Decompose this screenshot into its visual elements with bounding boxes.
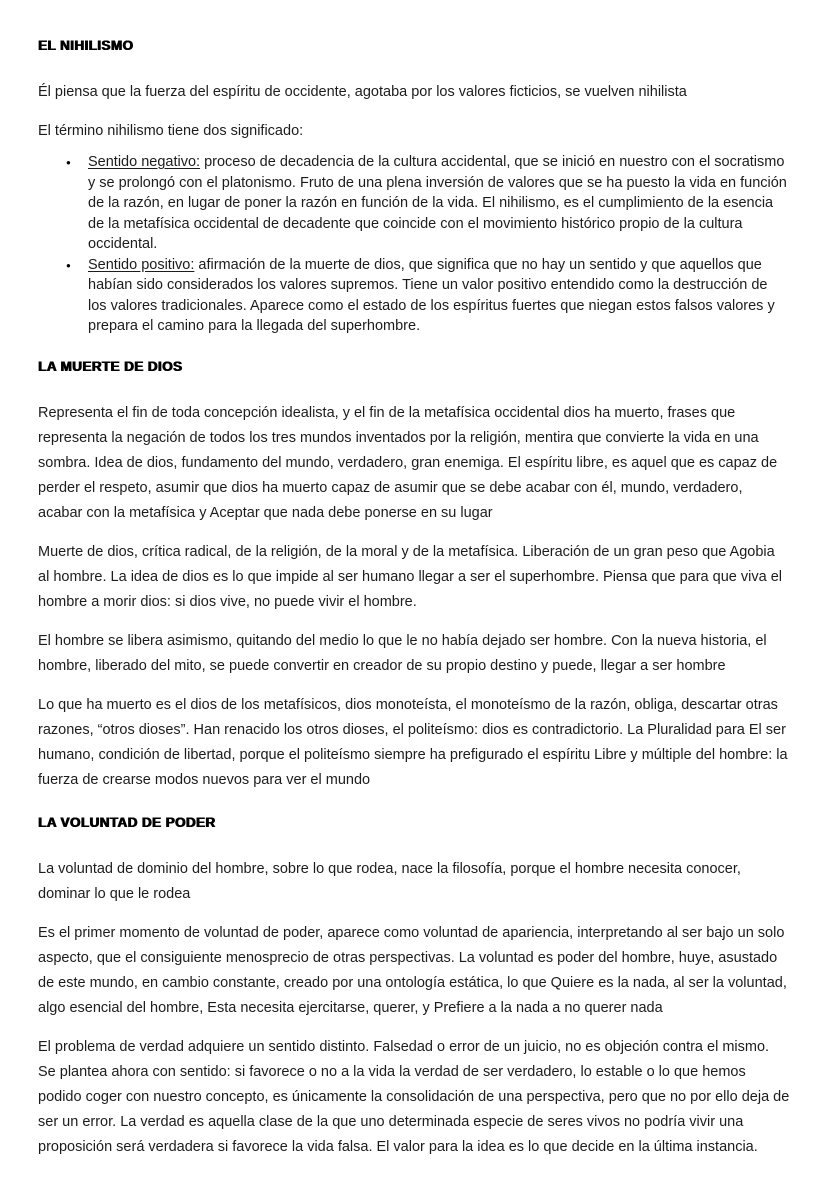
bullet-item [66,255,790,337]
bullet-term: Sentido positivo: [88,256,195,273]
section-heading: EL NIHILISMO [38,38,134,53]
paragraph: Es el primer momento de voluntad de poder, aparece como voluntad de apariencia, interpretando al ser bajo un solo aspecto, que el consiguiente menosprecio de otras perspectivas. La voluntad es poder del hombre, huye, asustado de este mundo, en cambio constante, creado por una ontología estática, lo que Quiere es la nada, al ser la voluntad, algo esencial del hombre, Esta necesita ejercitarse, querer, y Prefiere a la nada a no querer nada [38,924,787,1016]
section-heading: LA VOLUNTAD DE PODER [38,814,216,830]
bullet-text: proceso de decadencia de la cultura accidental, que se inició en nuestro con el socratismo y se prolongó con el platonismo. Fruto de una plena inversión de valores que se ha puesto la vida en función de la razón, en lugar de poner la razón en función de la vida. El nihilismo, es el cumplimiento de la esencia de la metafísica occidental de decadente que coincide con el movimiento histórico propio de la cultura occidental. [88,154,787,252]
paragraph: Representa el fin de toda concepción idealista, y el fin de la metafísica occidental dios ha muerto, frases que representa la negación de todos los tres mundos inventados por la religión, mentira que convierte la vida en una sombra. Idea de dios, fundamento del mundo, verdadero, gran enemiga. El espíritu libre, es aquel que es capaz de perder el respeto, asumir que dios ha muerto capaz de asumir que se debe acabar con él, mundo, verdadero, acabar con la metafísica y Aceptar que nada debe ponerse en su lugar [38,404,778,521]
section-la-muerte-de-dios [38,359,790,793]
paragraph: Muerte de dios, crítica radical, de la religión, de la moral y de la metafísica. Liberación de un gran peso que Agobia al hombre. La idea de dios es lo que impide al ser humano llegar a ser el superhombre. Piensa que para que viva el hombre a morir dios: si dios vive, no puede vivir el hombre. [38,543,782,610]
paragraph: El problema de verdad adquiere un sentido distinto. Falsedad o error de un juicio, no es objeción contra el mismo. Se plantea ahora con sentido: si favorece o no a la vida la verdad de ser verdadero, lo estable o lo que hemos podido coger con nuestro concepto, es únicamente la consolidación de una perspectiva, pero que no por ello deja de ser un error. La verdad es aquella clase de la que uno determinada especie de seres vivos no podría vivir una proposición será verdadera si favorece la vida falsa. El valor para la idea es lo que decide en la última instancia. [38,1038,790,1155]
bullet-text: afirmación de la muerte de dios, que significa que no hay un sentido y que aquellos que habían sido considerados los valores supremos. Tiene un valor positivo entendido como la destrucción de los valores tradicionales. Aparece como el estado de los espíritus fuertes que niegan estos falsos valores y prepara el camino para la llegada del superhombre. [88,256,775,334]
paragraph: Lo que ha muerto es el dios de los metafísicos, dios monoteísta, el monoteísmo de la razón, obliga, descartar otras razones, “otros dioses”. Han renacido los otros dioses, el politeísmo: dios es contradictorio. La Pluralidad para El ser humano, condición de libertad, porque el politeísmo siempre ha prefigurado el espíritu Libre y múltiple del hombre: la fuerza de crearse modos nuevos para ver el mundo [38,696,788,788]
section-el-nihilismo [38,38,790,337]
bullet-list [38,152,790,337]
section-la-voluntad-de-poder [38,815,790,1160]
paragraph: El hombre se libera asimismo, quitando del medio lo que le no había dejado ser hombre. Con la nueva historia, el hombre, liberado del mito, se puede convertir en creador de su propio destino y puede, llegar a ser hombre [38,632,767,674]
bullet-item [66,152,790,255]
paragraph: Él piensa que la fuerza del espíritu de occidente, agotaba por los valores ficticios, se vuelven nihilista [38,84,687,100]
paragraph: El término nihilismo tiene dos significado: [38,123,304,139]
paragraph: La voluntad de dominio del hombre, sobre lo que rodea, nace la filosofía, porque el hombre necesita conocer, dominar lo que le rodea [38,860,741,902]
section-heading: LA MUERTE DE DIOS [38,358,183,374]
bullet-term: Sentido negativo: [88,154,201,170]
